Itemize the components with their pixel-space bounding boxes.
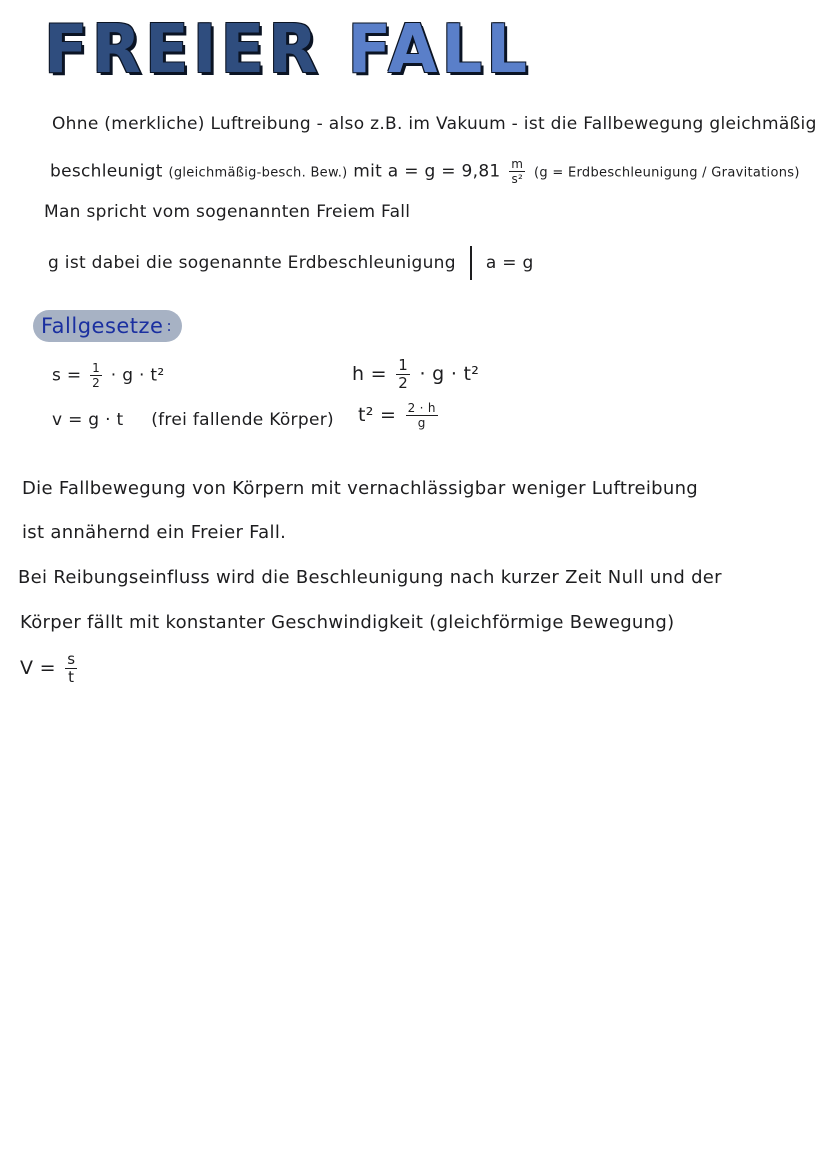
unit-denominator: s²: [511, 172, 524, 186]
unit-numerator: m: [511, 157, 524, 171]
formula-h-left: h =: [352, 363, 387, 385]
intro-line-1: Ohne (merkliche) Luftreibung - also z.B. im Vakuum - ist die Fallbewegung gleichmäßig: [52, 114, 817, 134]
formula-t-fraction: [406, 402, 438, 429]
title-word-freier: FREIER: [44, 11, 322, 89]
formula-v: [52, 410, 334, 430]
formula-h-den: 2: [398, 374, 409, 392]
formula-v-speed-left: V =: [20, 657, 56, 679]
intro-line-2-paren: (gleichmäßig-besch. Bew.): [168, 165, 348, 181]
formula-v-speed-fraction: [65, 652, 77, 685]
intro-line-4: [48, 246, 534, 280]
body-line-1: Die Fallbewegung von Körpern mit vernachlässigbar weniger Luftreibung: [22, 478, 699, 499]
intro-line-3: Man spricht vom sogenannten Freiem Fall: [44, 202, 411, 222]
heading-colon: :: [166, 317, 173, 335]
formula-s-left: s =: [52, 365, 82, 386]
body-line-2: ist annähernd ein Freier Fall.: [22, 522, 287, 543]
intro-line-4-left: g ist dabei die sogenannte Erdbeschleunigung: [48, 253, 456, 273]
formula-s-fraction: [90, 362, 102, 389]
formula-v-speed-den: t: [68, 668, 75, 686]
heading-text: Fallgesetze: [41, 314, 164, 338]
formula-s: [52, 362, 164, 389]
formula-h: [352, 358, 479, 391]
page-title: [44, 11, 531, 89]
intro-line-4-right: a = g: [485, 253, 534, 273]
intro-line-2: [50, 158, 800, 185]
formula-v-speed: [20, 652, 80, 685]
unit-fraction: [509, 158, 525, 185]
intro-line-2-end: (g = Erdbeschleunigung / Gravitations): [534, 165, 800, 181]
formula-t: [358, 402, 441, 429]
formula-v-text: v = g · t: [52, 410, 124, 430]
title-word-fall: FALL: [347, 11, 531, 89]
formula-s-den: 2: [92, 376, 101, 390]
section-heading-fallgesetze: [33, 310, 182, 342]
formula-v-note: (frei fallende Körper): [151, 410, 334, 430]
intro-line-2-mid: mit a = g = 9,81: [353, 161, 501, 182]
intro-line-2-start: beschleunigt: [50, 161, 163, 182]
body-line-3: Bei Reibungseinfluss wird die Beschleunigung nach kurzer Zeit Null und der: [18, 567, 722, 588]
formula-t-den: g: [417, 416, 426, 430]
formula-h-fraction: [396, 358, 410, 391]
formula-t-left: t² =: [358, 404, 397, 426]
formula-s-right: · g · t²: [110, 365, 165, 386]
formula-h-num: 1: [398, 356, 409, 374]
vertical-divider: [470, 246, 472, 280]
formula-t-num: 2 · h: [407, 401, 436, 415]
formula-s-num: 1: [92, 361, 101, 375]
body-line-4: Körper fällt mit konstanter Geschwindigkeit (gleichförmige Bewegung): [20, 612, 675, 633]
formula-v-speed-num: s: [67, 650, 76, 668]
formula-h-right: · g · t²: [419, 363, 480, 385]
